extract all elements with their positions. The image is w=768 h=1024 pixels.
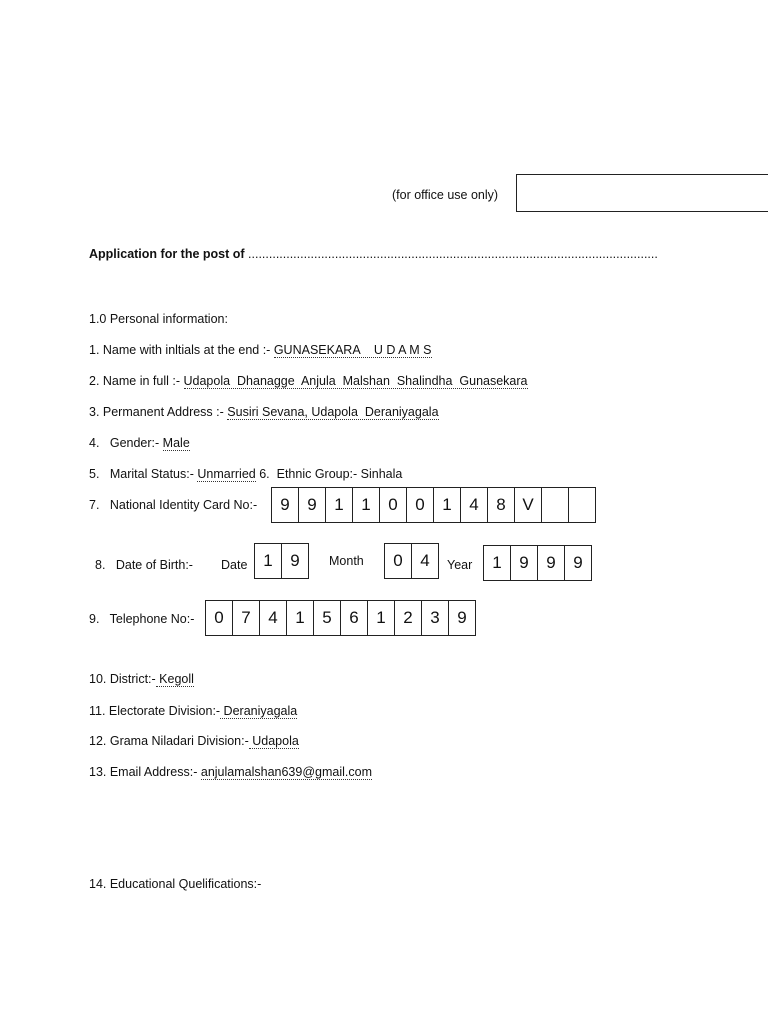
nic-char-box — [568, 487, 596, 523]
email-row — [89, 765, 372, 779]
application-post-line — [89, 247, 658, 261]
telephone-digit-box: 6 — [340, 600, 368, 636]
electorate-value: Deraniyagala — [220, 704, 298, 718]
name-full-label: 2. Name in full :- — [89, 374, 181, 388]
telephone-digit-box: 1 — [367, 600, 395, 636]
dob-month-label: Month — [329, 554, 364, 568]
gender-value: Male — [162, 436, 190, 450]
telephone-digit-box: 2 — [394, 600, 422, 636]
grama-label: 12. Grama Niladari Division:- — [89, 734, 249, 748]
grama-value: Udapola — [248, 734, 299, 748]
nic-boxes — [271, 487, 596, 523]
district-row — [89, 672, 194, 686]
nic-char-box: 1 — [352, 487, 380, 523]
marital-label: 5. Marital Status:- — [89, 467, 194, 481]
nic-char-box: 1 — [325, 487, 353, 523]
telephone-digit-box: 5 — [313, 600, 341, 636]
email-label: 13. Email Address:- — [89, 765, 198, 779]
dob-year-digit: 9 — [510, 545, 538, 581]
dob-year-label: Year — [447, 558, 473, 572]
telephone-digit-box: 9 — [448, 600, 476, 636]
dob-date-digit: 1 — [254, 543, 282, 579]
dob-date-digit: 9 — [281, 543, 309, 579]
name-full-value: Udapola Dhanagge Anjula Malshan Shalindha Gunasekara — [183, 374, 528, 388]
gender-label: 4. Gender:- — [89, 436, 160, 450]
dob-date-label: Date — [221, 558, 248, 572]
electorate-row — [89, 704, 297, 718]
nic-char-box: 9 — [271, 487, 299, 523]
dob-month-digit: 4 — [411, 543, 439, 579]
nic-char-box — [541, 487, 569, 523]
grama-row — [89, 734, 299, 748]
telephone-digit-box: 1 — [286, 600, 314, 636]
nic-char-box: 4 — [460, 487, 488, 523]
marital-value: Unmarried — [197, 467, 256, 481]
nic-char-box: 0 — [379, 487, 407, 523]
dob-year-digit: 1 — [483, 545, 511, 581]
nic-label: 7. National Identity Card No:- — [89, 498, 258, 512]
telephone-digit-box: 7 — [232, 600, 260, 636]
address-label: 3. Permanent Address :- — [89, 405, 224, 419]
name-initials-label: 1. Name with inltials at the end :- — [89, 343, 271, 357]
gender-row — [89, 436, 190, 450]
marital-ethnic-row — [89, 467, 402, 481]
dob-year-digit: 9 — [564, 545, 592, 581]
telephone-digit-box: 3 — [421, 600, 449, 636]
telephone-boxes — [205, 600, 476, 636]
dob-month-digit: 0 — [384, 543, 412, 579]
nic-char-box: 8 — [487, 487, 515, 523]
application-post-dots: ...................................................................................................................... — [248, 247, 658, 261]
nic-char-box: 9 — [298, 487, 326, 523]
nic-char-box: 0 — [406, 487, 434, 523]
dob-date-boxes — [254, 543, 309, 579]
office-use-box — [516, 174, 768, 212]
address-value: Susiri Sevana, Udapola Deraniyagala — [227, 405, 439, 419]
address-row — [89, 405, 439, 419]
name-initials-value: GUNASEKARA U D A M S — [273, 343, 432, 357]
email-value: anjulamalshan639@gmail.com — [200, 765, 372, 779]
name-initials-row — [89, 343, 432, 357]
district-value: Kegoll — [155, 672, 194, 686]
dob-month-boxes — [384, 543, 439, 579]
office-use-label: (for office use only) — [392, 188, 499, 202]
ethnic-group: 6. Ethnic Group:- Sinhala — [259, 467, 403, 481]
dob-year-boxes — [483, 545, 592, 581]
nic-char-box: 1 — [433, 487, 461, 523]
dob-year-digit: 9 — [537, 545, 565, 581]
name-full-row — [89, 374, 528, 388]
education-label: 14. Educational Quelifications:- — [89, 877, 262, 891]
telephone-digit-box: 0 — [205, 600, 233, 636]
electorate-label: 11. Electorate Division:- — [89, 704, 221, 718]
personal-info-title: 1.0 Personal information: — [89, 312, 228, 326]
telephone-digit-box: 4 — [259, 600, 287, 636]
dob-label: 8. Date of Birth:- — [95, 558, 193, 572]
application-post-label: Application for the post of — [89, 247, 245, 261]
nic-char-box: V — [514, 487, 542, 523]
district-label: 10. District:- — [89, 672, 156, 686]
telephone-label: 9. Telephone No:- — [89, 612, 195, 626]
